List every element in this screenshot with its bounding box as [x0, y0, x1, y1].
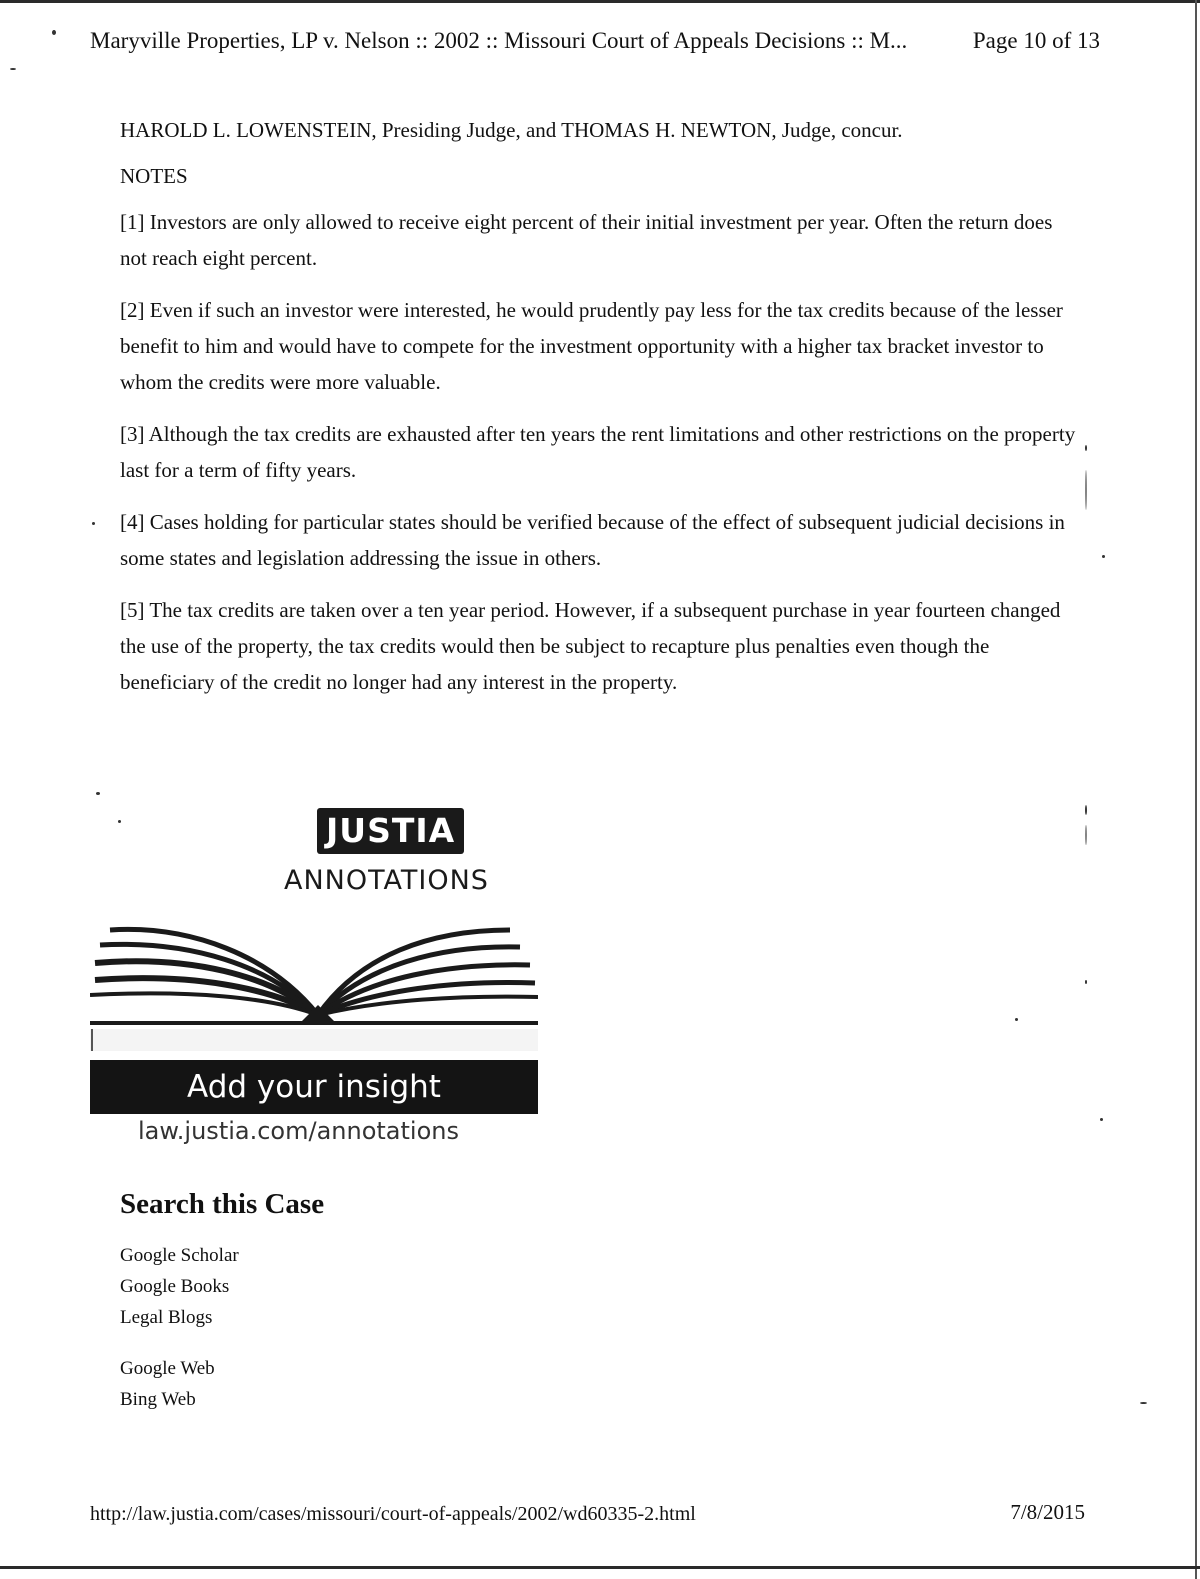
header-title: Maryville Properties, LP v. Nelson :: 2002 :: Missouri Court of Appeals Decisions :: M... [90, 28, 908, 53]
notes-heading: NOTES [120, 164, 188, 188]
scan-speck [52, 30, 56, 35]
bing-web-link[interactable]: Bing Web [120, 1389, 196, 1410]
scan-speck [10, 68, 16, 70]
scan-speck [1085, 825, 1087, 845]
annotations-subtitle: ANNOTATIONS [284, 865, 489, 896]
note-1: [1] Investors are only allowed to receive eight percent of their initial investment per year. Often the return does not reach eight percent. [120, 210, 1053, 270]
annotations-url: law.justia.com/annotations [138, 1117, 459, 1145]
scan-speck [118, 820, 121, 823]
note-4: [4] Cases holding for particular states should be verified because of the effect of subsequent judicial decisions in some states and legislation addressing the issue in others. [120, 510, 1065, 570]
page-border-right [1195, 0, 1197, 1579]
add-insight-bar: Add your insight [90, 1060, 538, 1114]
google-web-link[interactable]: Google Web [120, 1358, 215, 1379]
note-5: [5] The tax credits are taken over a ten year period. However, if a subsequent purchase in year fourteen changed the use of the property, the tax credits would then be subject to recapture plus penalties even though the beneficiary of the credit no longer had any interest in the property. [120, 598, 1061, 694]
scan-speck [1085, 470, 1087, 510]
google-books-link[interactable]: Google Books [120, 1276, 230, 1297]
justia-logo: JUSTIA [317, 808, 464, 854]
concurrence-line: HAROLD L. LOWENSTEIN, Presiding Judge, and THOMAS H. NEWTON, Judge, concur. [120, 118, 903, 142]
open-book-icon [90, 915, 538, 1055]
scan-speck [1102, 555, 1105, 558]
scan-speck [1140, 1402, 1147, 1404]
footer-date: 7/8/2015 [1010, 1500, 1085, 1524]
scan-speck [1100, 1118, 1103, 1121]
scan-speck [96, 792, 100, 795]
scan-speck [1085, 805, 1087, 815]
scan-speck [1085, 445, 1087, 451]
justia-annotations-banner[interactable] [90, 805, 538, 1155]
note-2: [2] Even if such an investor were interested, he would prudently pay less for the tax credits because of the lesser benefit to him and would have to compete for the investment opportunity with a higher tax bracket investor to whom the credits were more valuable. [120, 298, 1063, 394]
note-3: [3] Although the tax credits are exhausted after ten years the rent limitations and other restrictions on the property last for a term of fifty years. [120, 422, 1076, 482]
page-border-bottom [0, 1566, 1200, 1569]
footer-url: http://law.justia.com/cases/missouri/court-of-appeals/2002/wd60335-2.html [90, 1503, 696, 1525]
search-links [120, 1240, 239, 1415]
scan-speck [1015, 1018, 1018, 1021]
legal-blogs-link[interactable]: Legal Blogs [120, 1307, 213, 1328]
scan-speck [92, 522, 95, 525]
search-this-case-heading: Search this Case [120, 1188, 325, 1220]
scan-speck [1085, 980, 1087, 984]
link-group-gap [120, 1333, 239, 1353]
opinion-content [120, 112, 1080, 716]
google-scholar-link[interactable]: Google Scholar [120, 1245, 239, 1266]
page-border-top [0, 0, 1200, 3]
page-number: Page 10 of 13 [972, 28, 1100, 53]
